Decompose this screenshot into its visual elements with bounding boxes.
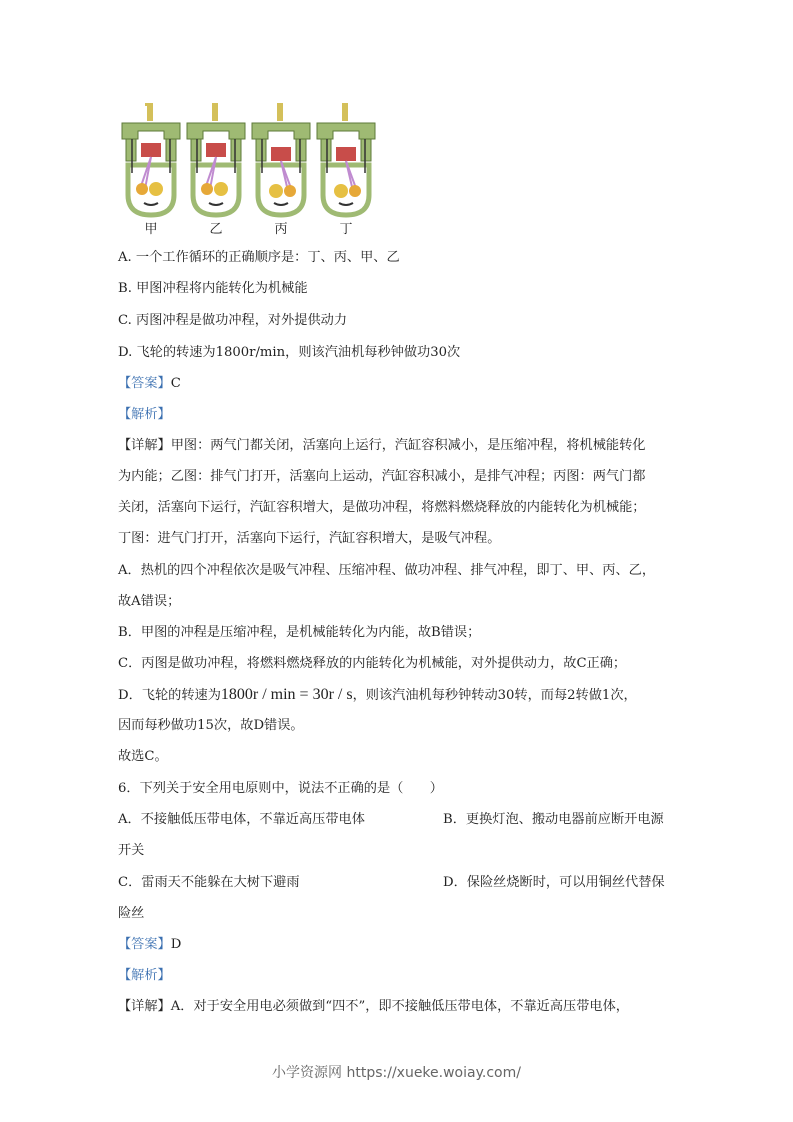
engine-label: 乙 — [209, 222, 223, 237]
q5-detail-line-2: 为内能；乙图：排气门打开，活塞向上运动，汽缸容积减小，是排气冲程；丙图：两气门都 — [118, 469, 646, 484]
q6-stem: 6．下列关于安全用电原则中，说法不正确的是（ ） — [118, 781, 443, 796]
q5-conclusion: 故选C。 — [118, 749, 168, 764]
q5-option-a: A. 一个工作循环的正确顺序是：丁、丙、甲、乙 — [118, 250, 400, 265]
detail-d-prefix: D．飞轮的转速为 — [118, 688, 221, 703]
answer-value: D — [170, 937, 182, 952]
engine-icon — [185, 103, 247, 221]
answer-tag: 【答案】 — [118, 376, 171, 391]
footer-watermark: 小学资源网 https://xueke.woiay.com/ — [272, 1065, 521, 1081]
engine-icon — [120, 103, 182, 221]
engine-label: 甲 — [144, 222, 158, 237]
q6-option-b: B．更换灯泡、搬动电器前应断开电源 — [443, 812, 664, 827]
engine-icon — [315, 103, 377, 221]
q6-answer — [118, 937, 181, 953]
engine-diagram-bing — [250, 103, 312, 235]
q6-detail-line-1 — [118, 999, 629, 1015]
engine-icon — [250, 103, 312, 221]
analysis-tag: 【解析】 — [118, 407, 171, 422]
q6-analysis-tag — [118, 968, 171, 984]
engine-diagram-ding — [315, 103, 377, 235]
q5-detail-b: B．甲图的冲程是压缩冲程，是机械能转化为内能，故B错误； — [118, 625, 481, 640]
analysis-tag: 【解析】 — [118, 968, 171, 983]
q6-option-b-cont: 开关 — [118, 843, 145, 858]
engine-diagram-yi — [185, 103, 247, 235]
q6-option-a: A．不接触低压带电体，不靠近高压带电体 — [118, 812, 365, 827]
engine-diagram-jia — [120, 103, 182, 235]
detail-tag: 【详解】 — [118, 438, 171, 453]
answer-value: C — [170, 376, 181, 391]
q6-option-c: C．雷雨天不能躲在大树下避雨 — [118, 875, 300, 890]
q5-detail-d2: 因而每秒做功15次，故D错误。 — [118, 718, 304, 733]
q5-option-d: D. 飞轮的转速为1800r/min，则该汽油机每秒钟做功30次 — [118, 345, 461, 360]
formula: 1800r / min = 30r / s — [220, 686, 353, 703]
detail-d-suffix: ，则该汽油机每秒钟转动30转，而每2转做1次， — [352, 688, 637, 703]
detail-tag: 【详解】 — [118, 999, 171, 1014]
detail-text: A．对于安全用电必须做到“四不”，即不接触低压带电体，不靠近高压带电体， — [170, 999, 629, 1014]
detail-text: 甲图：两气门都关闭，活塞向上运行，汽缸容积减小，是压缩冲程，将机械能转化 — [170, 438, 646, 453]
q5-detail-line-3: 关闭，活塞向下运行，汽缸容积增大，是做功冲程，将燃料燃烧释放的内能转化为机械能； — [118, 500, 646, 515]
engine-label: 丁 — [339, 222, 353, 237]
q5-analysis-tag — [118, 407, 171, 423]
q5-detail-a1: A．热机的四个冲程依次是吸气冲程、压缩冲程、做功冲程、排气冲程，即丁、甲、丙、乙， — [118, 563, 656, 578]
engine-stroke-figure — [120, 103, 380, 235]
q5-detail-a2: 故A错误； — [118, 594, 181, 609]
q5-option-c: C. 丙图冲程是做功冲程，对外提供动力 — [118, 313, 348, 328]
q5-detail-d — [118, 687, 637, 704]
q5-answer — [118, 376, 181, 392]
answer-tag: 【答案】 — [118, 937, 171, 952]
q5-detail-c: C．丙图是做功冲程，将燃料燃烧释放的内能转化为机械能，对外提供动力，故C正确； — [118, 656, 627, 671]
q5-detail-line-1 — [118, 438, 646, 454]
q6-option-d: D．保险丝烧断时，可以用铜丝代替保 — [443, 875, 665, 890]
q5-detail-line-4: 丁图：进气门打开，活塞向下运行，汽缸容积增大，是吸气冲程。 — [118, 531, 501, 546]
engine-label: 丙 — [274, 222, 288, 237]
q6-option-d-cont: 险丝 — [118, 906, 145, 921]
q5-option-b: B. 甲图冲程将内能转化为机械能 — [118, 281, 308, 296]
